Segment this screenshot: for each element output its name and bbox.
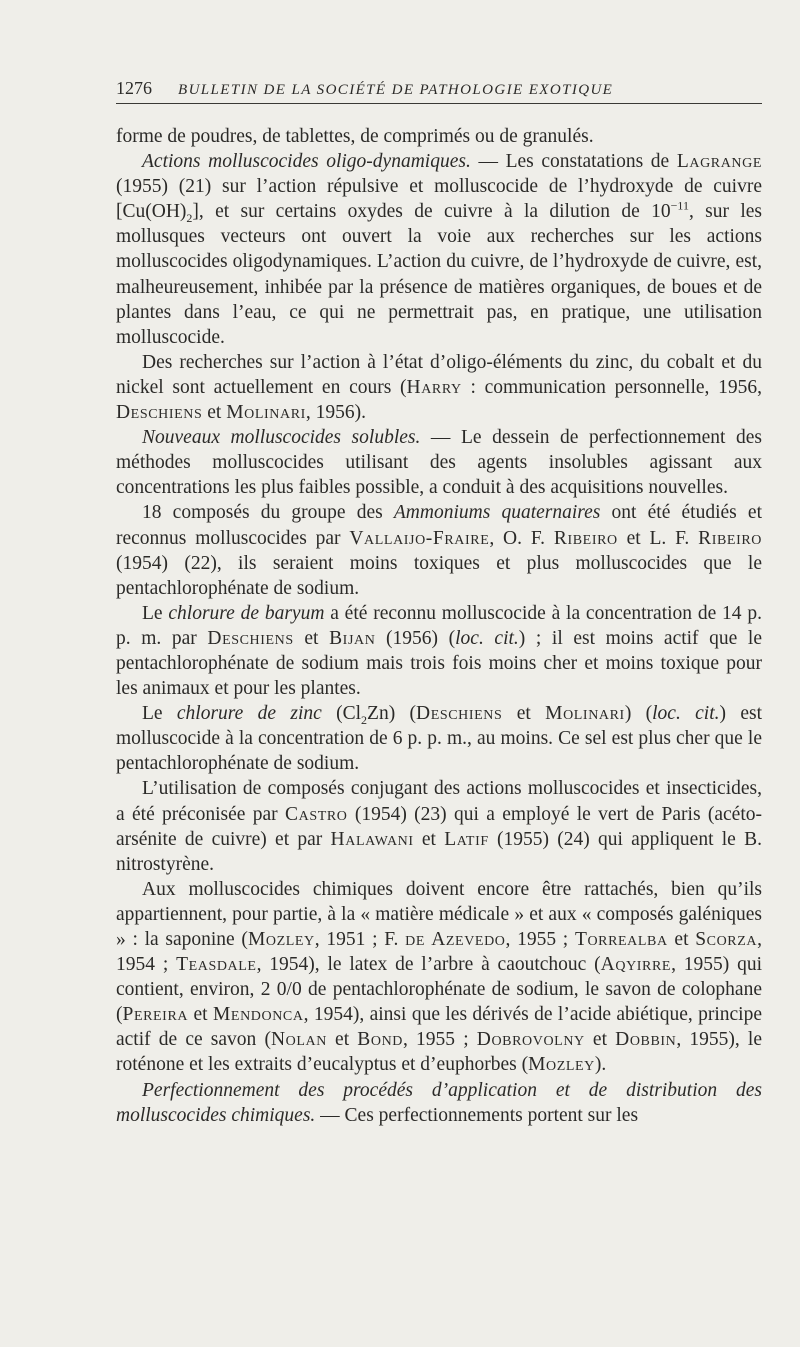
text-run: (Cl: [321, 703, 362, 725]
text-run: et: [293, 627, 330, 649]
text-run: Nouveaux molluscocides solubles.: [142, 427, 421, 449]
text-run: loc. cit.: [455, 627, 519, 649]
author-name: Pereira: [122, 1004, 189, 1026]
page-number: 1276: [116, 78, 152, 98]
author-name: Teasdale: [176, 954, 257, 976]
author-name: Latif: [444, 828, 489, 850]
text-run: chlorure de zinc: [176, 703, 322, 725]
text-run: Actions molluscocides oligo-dynamiques.: [142, 151, 471, 173]
text-run: et: [188, 1004, 213, 1026]
author-name: Molinari: [545, 703, 625, 725]
author-name: Castro: [285, 803, 348, 825]
text-run: — Ces perfectionnements portent sur les: [315, 1104, 639, 1126]
paragraph: [116, 149, 762, 350]
text-run: ).: [594, 1054, 607, 1076]
text-run: ont été étudiés et reconnus molluscocides par: [116, 502, 762, 549]
author-name: Bond: [357, 1029, 404, 1051]
paragraph: [116, 877, 762, 1078]
author-name: Molinari: [226, 402, 306, 424]
text-run: 18 composés du groupe des: [142, 502, 394, 524]
text-run: , 1955 ;: [403, 1029, 477, 1051]
paragraph: [116, 425, 762, 500]
text-run: , 1956).: [305, 402, 367, 424]
author-name: Deschiens: [116, 402, 203, 424]
author-name: Bijan: [329, 627, 376, 649]
text-run: 2: [361, 713, 368, 728]
running-head: BULLETIN DE LA SOCIÉTÉ DE PATHOLOGIE EXOTIQUE: [178, 82, 614, 98]
text-run: , 1955) qui contient, environ, 2 0/0 de pentachlorophénate de sodium, le savon de colophane (: [116, 954, 763, 1026]
author-name: Mozley: [528, 1054, 595, 1076]
text-run: , 1955), le roténone et les extraits d’eucalyptus et d’euphorbes (: [116, 1029, 763, 1076]
author-name: Nolan: [270, 1029, 327, 1051]
text-run: Le: [142, 602, 169, 624]
text-run: — Les constatations de: [470, 151, 677, 173]
text-run: Le: [142, 703, 177, 725]
text-run: loc. cit.: [652, 703, 720, 725]
paragraph: [116, 1078, 762, 1128]
text-run: et: [326, 1029, 358, 1051]
author-name: Ribeiro: [698, 527, 762, 549]
text-run: , 1955 ;: [505, 929, 575, 950]
paragraph: [116, 124, 762, 149]
text-run: chlorure de baryum: [168, 602, 325, 624]
paragraph: [116, 776, 762, 876]
text-run: Ammoniums quaternaires: [393, 502, 601, 524]
text-run: ) (: [624, 703, 653, 725]
text-run: ) est molluscocide à la concentration de 6 p. p. m., au moins. Ce sel est plus cher que le pentachlorophénate de sodium.: [116, 703, 762, 775]
body-text: [116, 124, 762, 1128]
author-name: Mozley: [247, 929, 315, 950]
author-name: Ribeiro: [553, 527, 618, 549]
paragraph: [116, 701, 762, 776]
text-run: — Le dessein de perfectionnement des méthodes molluscocides utilisant des agents insolubles agissant aux concentrations les plus faibles possible, a conduit à des acquisitions nouvelles.: [116, 427, 762, 499]
author-name: Halawani: [330, 828, 414, 850]
text-run: et: [502, 703, 546, 725]
text-run: ) ; il est moins actif que le pentachlorophénate de sodium mais trois fois moins cher et moins toxique pour les animaux et pour les plantes.: [116, 627, 762, 700]
text-run: −11: [670, 198, 689, 213]
text-run: et: [667, 929, 696, 950]
author-name: Scorza: [695, 929, 758, 950]
text-run: et: [202, 402, 227, 424]
text-run: , sur les mollusques vecteurs ont ouvert la voie aux recherches sur les actions molluscocides oligodynamiques. L’action du cuivre, de l’hydroxyde de cuivre, est, malheureusement, inhibée par la présence de matières organiques, de boues et de plantes dans l’eau, ce qui ne permettrait pas, en pratique, une utilisation molluscocide.: [116, 201, 762, 348]
text-run: , O. F.: [489, 527, 554, 549]
text-run: , 1951 ; F.: [314, 929, 406, 950]
author-name: Vallaijo-Fraire: [349, 527, 490, 549]
text-run: Perfectionnement des procédés d’application et de distribution des molluscocides chimiques.: [116, 1079, 762, 1126]
paragraph: [116, 350, 762, 425]
text-run: (1956) (: [375, 627, 456, 649]
text-run: , 1954), ainsi que les dérivés de l’acide abiétique, principe actif de ce savon (: [116, 1004, 763, 1051]
text-run: L’utilisation de composés conjugant des actions molluscocides et insecticides, a été préconisée par: [116, 778, 762, 825]
author-name: Mendonca: [212, 1004, 304, 1026]
text-run: (1955) (24) qui appliquent le B. nitrostyrène.: [116, 828, 762, 875]
text-run: (1955) (21) sur l’action répulsive et molluscocide de l’hydroxyde de cuivre [Cu(OH): [116, 176, 762, 223]
author-name: Lagrange: [676, 151, 762, 173]
text-run: et L. F.: [617, 527, 699, 549]
text-run: : communication personnelle, 1956,: [461, 376, 763, 398]
text-run: (1954) (22), ils seraient moins toxiques et plus molluscocides que le pentachlorophénate de sodium.: [116, 552, 762, 599]
author-name: Deschiens: [207, 627, 294, 649]
text-run: , 1954 ;: [116, 929, 762, 976]
author-name: Aqyirre: [600, 954, 672, 976]
author-name: Dobrovolny: [476, 1029, 585, 1051]
text-run: et: [584, 1029, 616, 1051]
text-run: a été reconnu molluscocide à la concentration de 14 p. p. m. par: [116, 602, 762, 649]
author-name: Deschiens: [416, 703, 503, 725]
text-run: , 1954), le latex de l’arbre à caoutchouc (: [256, 954, 601, 976]
text-run: 2: [186, 211, 193, 226]
paragraph: [116, 601, 762, 701]
author-name: Dobbin: [615, 1029, 677, 1051]
page-header: [116, 78, 762, 104]
author-name: Harry: [406, 376, 462, 398]
text-run: Zn) (: [367, 703, 417, 725]
text-run: Des recherches sur l’action à l’état d’oligo-éléments du zinc, du cobalt et du nickel sont actuellement en cours (: [116, 351, 762, 398]
author-name: Torrealba: [574, 929, 668, 950]
author-name: de Azevedo: [405, 929, 506, 950]
text-run: forme de poudres, de tablettes, de comprimés ou de granulés.: [116, 126, 594, 147]
paragraph: [116, 500, 762, 600]
text-run: et: [413, 828, 445, 850]
text-run: Aux molluscocides chimiques doivent encore être rattachés, bien qu’ils appartiennent, pour partie, à la « matière médicale » et aux « composés galéniques » : la saponine (: [116, 878, 762, 950]
text-run: (1954) (23) qui a employé le vert de Paris (acéto-arsénite de cuivre) et par: [116, 803, 762, 850]
text-run: ], et sur certains oxydes de cuivre à la dilution de 10: [192, 201, 671, 223]
